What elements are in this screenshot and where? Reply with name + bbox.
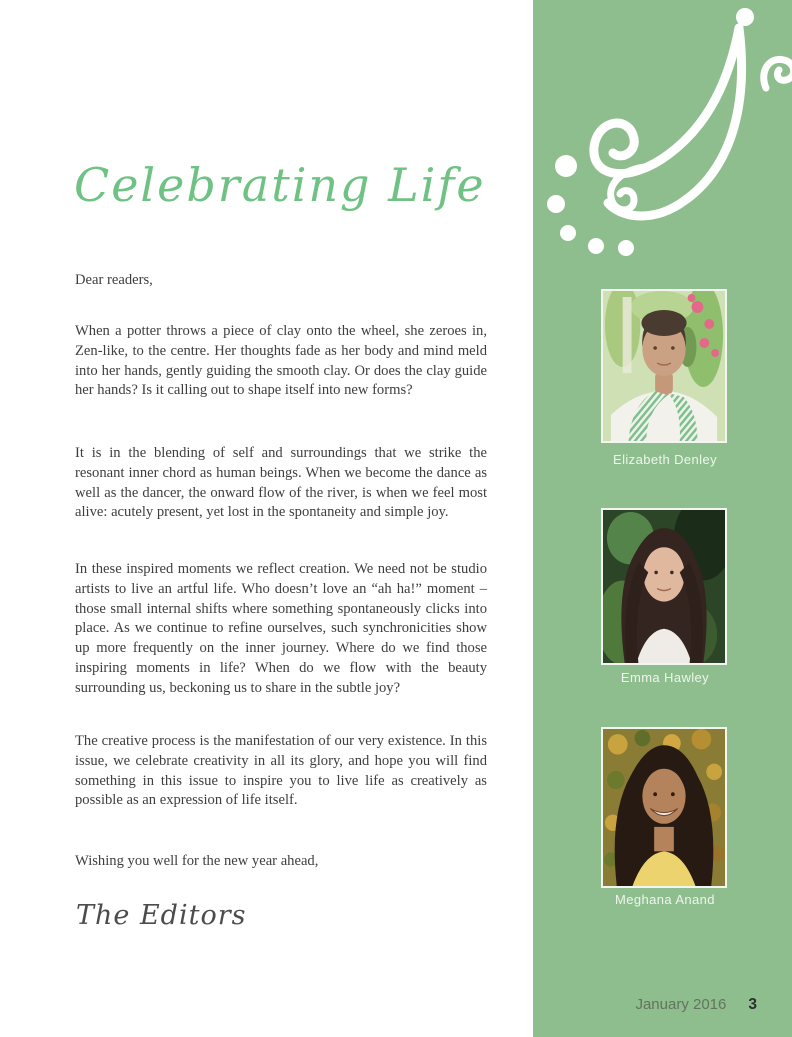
- salutation-text: Dear readers,: [75, 272, 153, 288]
- elizabeth-denley-photo: [601, 289, 727, 443]
- editors-signature: The Editors: [76, 900, 247, 931]
- editorial-paragraph: When a potter throws a piece of clay onto the wheel, she zeroes in, Zen-like, to the centre. Her thoughts fade as her body and mind meld into her hands, gently guiding the smooth clay. Or does the clay guide her hands? Is it calling out to shape itself into new forms?: [75, 323, 487, 399]
- meghana-anand-photo: [601, 727, 727, 888]
- editorial-paragraph: It is in the blending of self and surroundings that we strike the resonant inner chord as human beings. When we become the dance as well as the dancer, the onward flow of the river, is when we feel most alive: acutely present, yet lost in the spontaneity and simple joy.: [75, 445, 487, 521]
- page-title: Celebrating Life: [74, 158, 486, 212]
- closing-text: Wishing you well for the new year ahead,: [75, 853, 319, 869]
- photo-caption: Elizabeth Denley: [613, 452, 717, 467]
- photo-caption: Emma Hawley: [620, 670, 710, 685]
- photo-caption: Meghana Anand: [615, 892, 715, 907]
- issue-date: January 2016: [635, 996, 727, 1013]
- editorial-paragraph: The creative process is the manifestation of our very existence. In this issue, we celebrate creativity in all its glory, and hope you will find something in this issue to inspire you to live life as creatively as possible as an expression of life itself.: [75, 733, 487, 809]
- page-number: 3: [748, 996, 757, 1013]
- editorial-paragraph: In these inspired moments we reflect creation. We need not be studio artists to live an artful life. Who doesn’t love an “ah ha!” moment – those small internal shifts where something spontaneously clicks into place. As we continue to refine ourselves, such synchronicities show up more frequently on the inner journey. Where do we find those inspiring moments in life? When do we flow with the beauty surrounding us, beckoning us to share in the subtle joy?: [75, 561, 487, 696]
- sidebar-panel: [533, 0, 792, 1037]
- page-footer: [635, 996, 757, 1014]
- emma-hawley-photo: [601, 508, 727, 665]
- swirl-flourish-icon: [533, 0, 792, 262]
